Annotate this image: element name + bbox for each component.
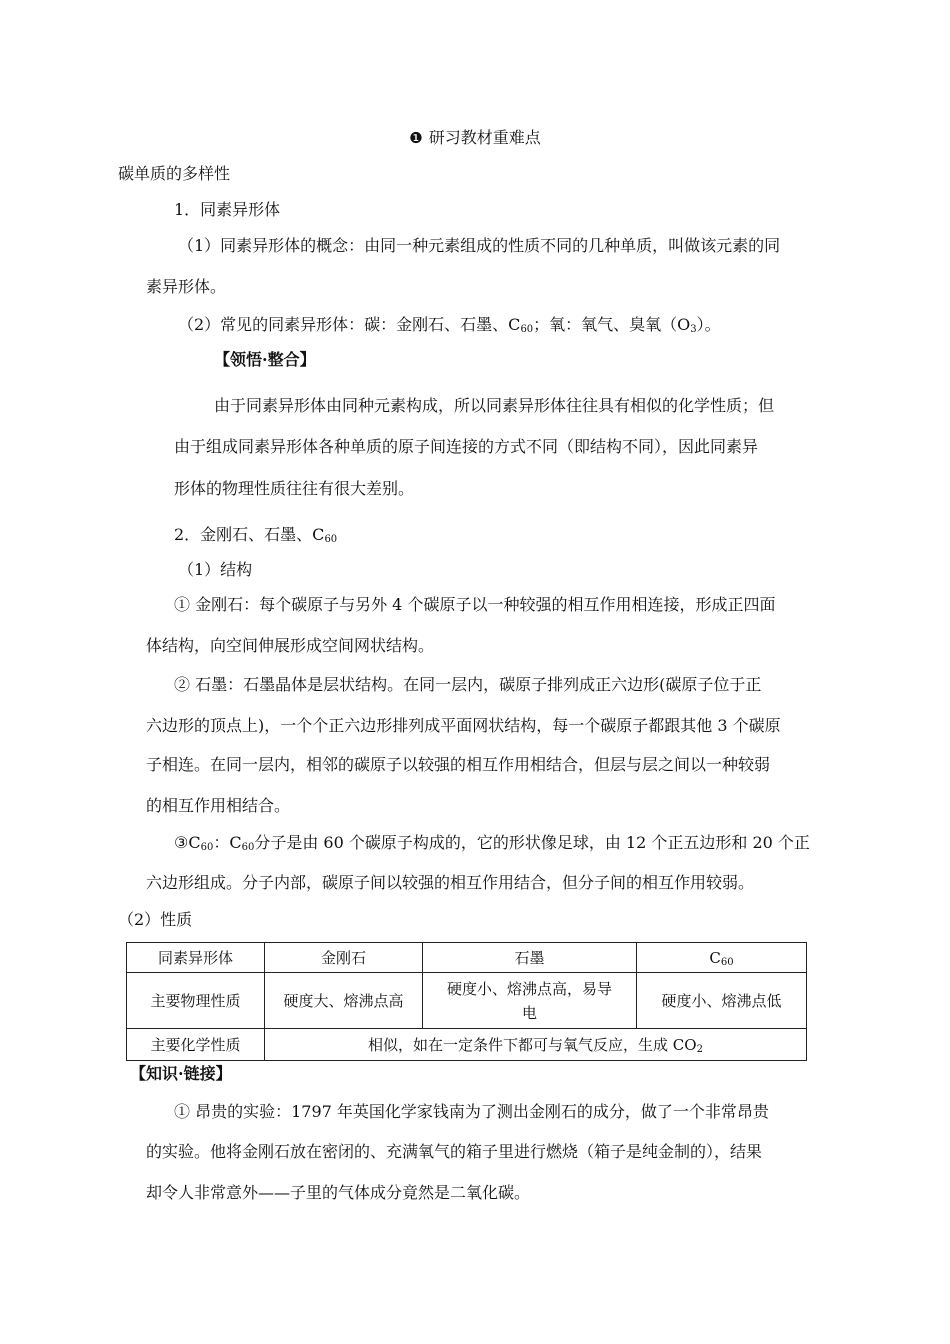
paragraph-line: 的相互作用相结合。 <box>146 796 291 815</box>
knowledge-label: 【知识·链接】 <box>130 1064 232 1083</box>
subsection-heading-1: 1．同素异形体 <box>174 200 281 219</box>
table-row <box>127 943 807 973</box>
paragraph-line: （2）常见的同素异形体：碳：金刚石、石墨、$C_{60}$；氧：氧气、臭氧$(O_3)$。 <box>178 315 721 335</box>
table-row <box>127 1029 807 1061</box>
paragraph-line: ① 金刚石：每个碳原子与另外 4 个碳原子以一种较强的相互作用相连接，形成正四面 <box>174 595 776 614</box>
paragraph-line: 六边形的顶点上)，一个个正六边形排列成平面网状结构，每一个碳原子都跟其他 3 个碳原 <box>146 716 781 735</box>
table-cell: 相似，如在一定条件下都可与氧气反应，生成 $CO_2$ <box>265 1029 807 1061</box>
paragraph-line: ① 昂贵的实验：1797 年英国化学家钱南为了测出金刚石的成分，做了一个非常昂贵 <box>174 1102 769 1121</box>
table-cell: 主要化学性质 <box>127 1029 265 1061</box>
table-cell: 硬度小、熔沸点低 <box>637 973 807 1029</box>
paragraph-line: （1）同素异形体的概念：由同一种元素组成的性质不同的几种单质，叫做该元素的同 <box>178 236 781 255</box>
table-cell: 主要物理性质 <box>127 973 265 1029</box>
subsection-heading-2: 2．金刚石、石墨、$C_{60}$ <box>174 525 338 545</box>
paragraph-line: 却令人非常意外——子里的气体成分竟然是二氧化碳。 <box>146 1183 531 1202</box>
paragraph-line: 由于同素异形体由同种元素构成，所以同素异形体往往具有相似的化学性质；但 <box>214 396 775 415</box>
paragraph-line: 形体的物理性质往往有很大差别。 <box>174 479 415 498</box>
paragraph-line: $③C_{60}$：$C_{60}$分子是由 60 个碳原子构成的，它的形状像足球，由 12 个正五边形和 20 个正 <box>174 833 810 853</box>
table-row <box>127 973 807 1029</box>
table-cell: 硬度小、熔沸点高，易导 电 <box>423 973 637 1029</box>
table-header-cell: 同素异形体 <box>127 943 265 973</box>
properties-table <box>126 942 807 1061</box>
paragraph-line: 由于组成同素异形体各种单质的原子间连接的方式不同（即结构不同），因此同素异 <box>174 437 759 456</box>
paragraph-line: 六边形组成。分子内部，碳原子间以较强的相互作用结合，但分子间的相互作用较弱。 <box>146 873 755 892</box>
structure-heading: （1）结构 <box>178 560 253 579</box>
paragraph-line: 子相连。在同一层内，相邻的碳原子以较强的相互作用相结合，但层与层之间以一种较弱 <box>146 755 771 774</box>
properties-heading: （2）性质 <box>118 910 193 929</box>
paragraph-line: ② 石墨：石墨晶体是层状结构。在同一层内，碳原子排列成正六边形(碳原子位于正 <box>174 675 762 694</box>
paragraph-line: 体结构，向空间伸展形成空间网状结构。 <box>146 636 435 655</box>
insight-label: 【领悟·整合】 <box>214 350 316 369</box>
paragraph-line: 的实验。他将金刚石放在密闭的、充满氧气的箱子里进行燃烧（箱子是纯金制的），结果 <box>146 1142 763 1161</box>
table-header-cell: $C_{60}$ <box>637 943 807 973</box>
numbered-bullet-icon: ❶ <box>409 129 423 147</box>
table-cell: 硬度大、熔沸点高 <box>265 973 423 1029</box>
table-header-cell: 石墨 <box>423 943 637 973</box>
page-title: ❶ 研习教材重难点 <box>409 128 541 147</box>
paragraph-line: 素异形体。 <box>146 277 227 296</box>
section-heading: 碳单质的多样性 <box>118 164 231 183</box>
table-header-cell: 金刚石 <box>265 943 423 973</box>
